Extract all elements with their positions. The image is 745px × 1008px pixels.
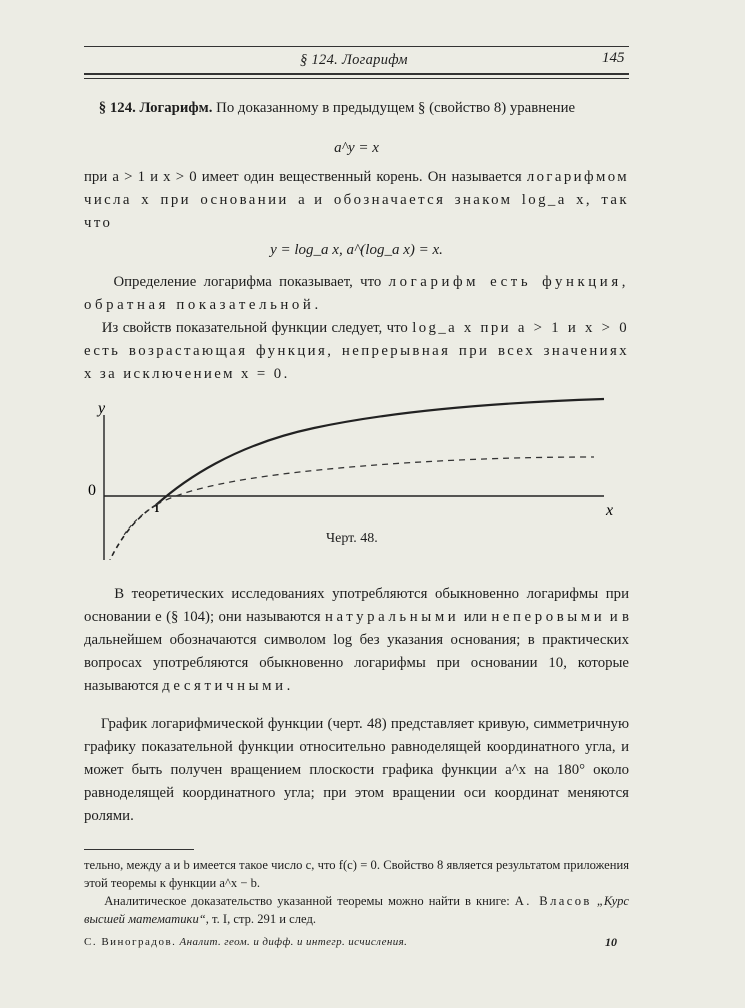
- footnote-separator: [84, 849, 194, 850]
- signature-number: 10: [605, 935, 617, 949]
- running-head: § 124. Логарифм: [300, 52, 408, 68]
- header-bottom-rule: [84, 73, 629, 75]
- paragraph-natural-logs: В теоретических исследованиях употребляются обыкновенно логарифмы при основании e (§ 104); они называются натуральными или неперовыми и в дальнейшем обозначаются символом log без указания основания; в практических вопросах употребляются обыкновенно логарифмы при основании 10, которые называются десятичными.: [84, 586, 630, 694]
- footnote-author: А. Власов: [514, 894, 592, 908]
- log-curve-solid: [156, 399, 604, 505]
- header-bottom-rule-thin: [84, 78, 629, 79]
- section-heading: § 124. Логарифм.: [98, 100, 213, 116]
- y-axis-label: y: [98, 400, 106, 417]
- term-logarithm: логарифмом числа x при основании a: [84, 169, 629, 208]
- page-number: 145: [602, 50, 625, 66]
- figure-caption: Черт. 48.: [326, 531, 378, 546]
- footnote-1: тельно, между a и b имеется такое число c, что f(c) = 0. Свойство 8 является результатом приложения этой теоремы к функции a^x − b.: [84, 858, 629, 890]
- header-top-rule: [84, 46, 629, 47]
- intro-text: По доказанному в предыдущем § (свойство 8) уравнение: [216, 100, 576, 116]
- section-intro: [84, 97, 629, 120]
- equation-1: a^y = x: [334, 140, 379, 156]
- origin-label: 0: [88, 482, 96, 499]
- footnote-book-title: „Курс высшей математики“: [84, 894, 629, 926]
- tick-one-label: 1: [154, 503, 160, 515]
- footer-author: С. Виноградов.: [84, 936, 177, 948]
- term-increasing: log_a x при a > 1 и x > 0 есть возрастающая функция, непрерывная при всех значениях x за исключением x = 0.: [84, 320, 629, 382]
- term-decimal: десятичными.: [162, 678, 294, 694]
- page-footer: [84, 936, 407, 948]
- term-napierian: неперовыми: [491, 609, 606, 625]
- paragraph-properties: Из свойств показательной функции следует, что log_a x при a > 1 и x > 0 есть возрастающая функция, непрерывная при всех значениях x за исключением x = 0.: [84, 320, 629, 382]
- paragraph-graph: График логарифмической функции (черт. 48) представляет кривую, симметричную графику показательной функции относительно равноделящей координатного угла, и может быть получен вращением плоскости графика функции a^x на 180° около равноделящей координатного угла; при этом вращении оси координат меняются ролями.: [84, 716, 629, 824]
- equation-2: y = log_a x, a^(log_a x) = x.: [270, 242, 443, 258]
- log-curve-lower-solid: [110, 505, 156, 560]
- footnote-2: Аналитическое доказательство указанной теоремы можно найти в книге: А. Власов „Курс высшей математики“, т. I, стр. 291 и след.: [84, 894, 629, 926]
- paragraph-inverse: Определение логарифма показывает, что логарифм есть функция, обратная показательной.: [84, 274, 630, 313]
- term-natural: натуральными: [324, 609, 460, 625]
- log-curve-dashed: [156, 457, 594, 505]
- paragraph-definition: при a > 1 и x > 0 имеет один вещественный корень. Он называется логарифмом числа x при основании a и обозначается знаком log_a x, так что: [84, 169, 629, 231]
- footer-title: Аналит. геом. и дифф. и интегр. исчисления.: [179, 936, 408, 948]
- term-inverse-function: логарифм есть функция, обратная показательной.: [84, 274, 630, 313]
- x-axis-label: x: [606, 502, 614, 519]
